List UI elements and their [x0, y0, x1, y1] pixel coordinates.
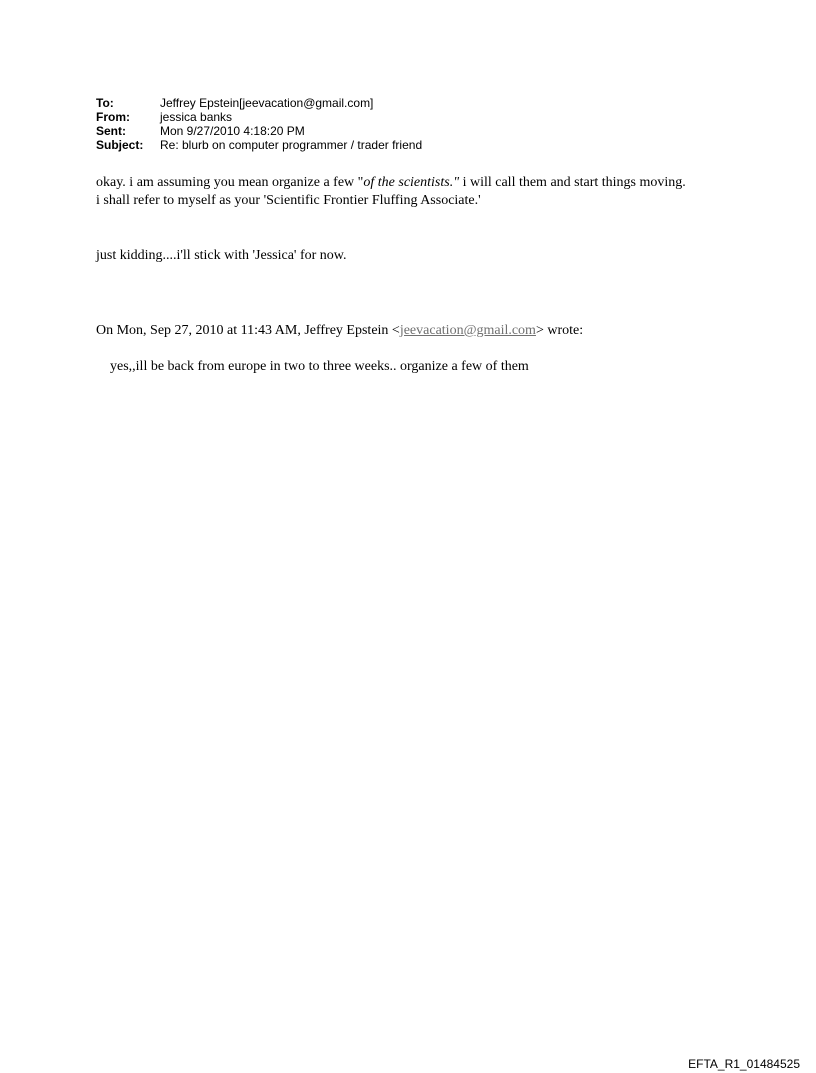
message-line-1-start: okay. i am assuming you mean organize a few " — [96, 175, 364, 190]
message-line-3: just kidding....i'll stick with 'Jessica' for now. — [96, 248, 347, 263]
message-paragraph-1 — [96, 174, 736, 210]
to-label: To: — [96, 96, 114, 110]
sent-row — [96, 124, 422, 138]
from-label: From: — [96, 110, 130, 124]
sent-value: Mon 9/27/2010 4:18:20 PM — [160, 124, 305, 138]
from-value: jessica banks — [160, 110, 233, 124]
subject-label: Subject: — [96, 138, 144, 152]
document-id: EFTA_R1_01484525 — [688, 1057, 800, 1071]
from-row — [96, 110, 422, 124]
quote-attribution — [96, 322, 736, 340]
message-line-1-italic: of the scientists." — [363, 175, 460, 190]
quoted-email-link[interactable]: jeevacation@gmail.com — [399, 323, 536, 338]
to-value: Jeffrey Epstein[jeevacation@gmail.com] — [160, 96, 374, 110]
email-header — [96, 96, 422, 152]
quote-suffix: > wrote: — [535, 323, 584, 338]
subject-value: Re: blurb on computer programmer / trader friend — [160, 138, 423, 152]
message-paragraph-2 — [96, 247, 736, 265]
quoted-reply-text: yes,,ill be back from europe in two to three weeks.. organize a few of them — [110, 359, 529, 374]
subject-row — [96, 138, 422, 152]
sent-label: Sent: — [96, 124, 126, 138]
quoted-reply — [110, 358, 750, 376]
quote-prefix: On Mon, Sep 27, 2010 at 11:43 AM, Jeffrey Epstein < — [96, 323, 400, 338]
message-line-1-end: i will call them and start things moving. — [459, 175, 686, 190]
to-row — [96, 96, 422, 110]
message-line-2: i shall refer to myself as your 'Scientific Frontier Fluffing Associate.' — [96, 193, 481, 208]
